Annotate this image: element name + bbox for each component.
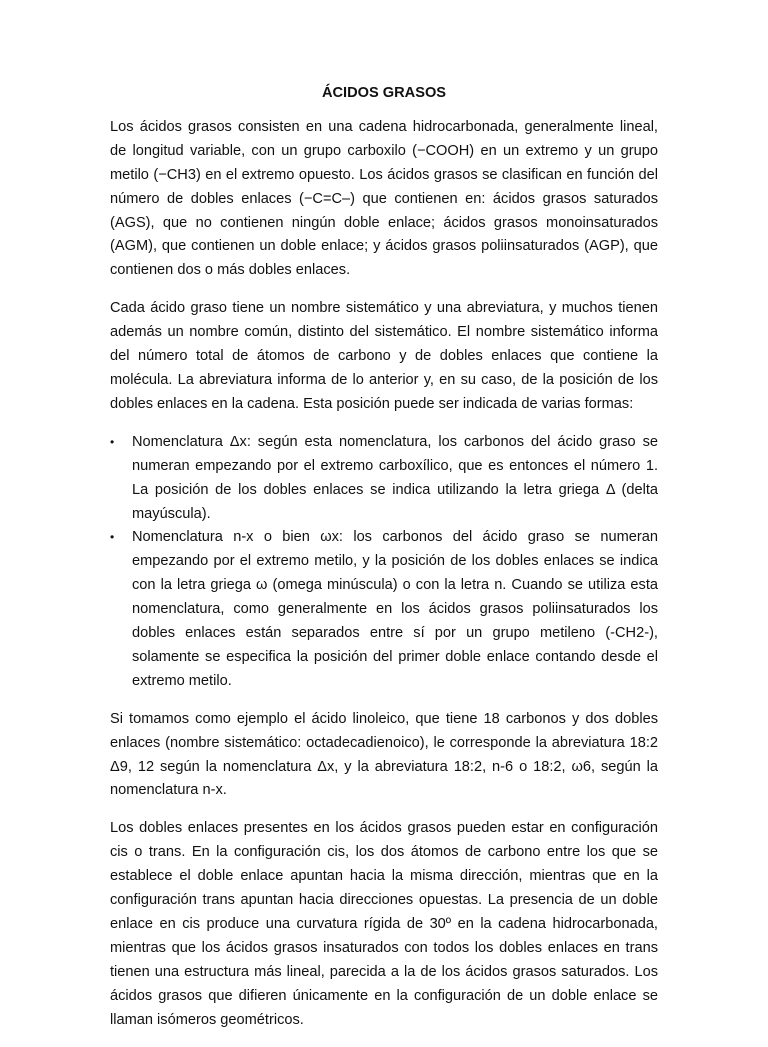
- nomenclature-list: [110, 431, 658, 694]
- bullet-icon: •: [110, 530, 115, 545]
- paragraph-cis-trans: Los dobles enlaces presentes en los ácidos grasos pueden estar en configuración cis o trans. En la configuración cis, los dos átomos de carbono entre los que se establece el doble enlace apuntan hacia la misma dirección, mientras que en la configuración trans apuntan hacia direcciones opuestas. La presencia de un doble enlace en cis produce una curvatura rígida de 30º en la cadena hidrocarbonada, mientras que los ácidos grasos insaturados con todos los dobles enlaces en trans tienen una estructura más lineal, parecida a la de los ácidos grasos saturados. Los ácidos grasos que difieren únicamente en la configuración de un doble enlace se llaman isómeros geométricos.: [110, 820, 658, 1028]
- paragraph-intro: Los ácidos grasos consisten en una cadena hidrocarbonada, generalmente lineal, de longitud variable, con un grupo carboxilo (−COOH) en un extremo y un grupo metilo (−CH3) en el extremo opuesto. Los ácidos grasos se clasifican en función del número de dobles enlaces (−C=C–) que contienen en: ácidos grasos saturados (AGS), que no contienen ningún doble enlace; ácidos grasos monoinsaturados (AGM), que contienen un doble enlace; y ácidos grasos poliinsaturados (AGP), que contienen dos o más dobles enlaces.: [110, 118, 658, 279]
- bullet-icon: •: [110, 434, 115, 449]
- list-item: [110, 526, 658, 693]
- paragraph-nomenclature: Cada ácido graso tiene un nombre sistemático y una abreviatura, y muchos tienen además un nombre común, distinto del sistemático. El nombre sistemático informa del número total de átomos de carbono y de dobles enlaces que contiene la molécula. La abreviatura informa de lo anterior y, en su caso, de la posición de los dobles enlaces en la cadena. Esta posición puede ser indicada de varias formas:: [110, 300, 658, 412]
- page-title: ÁCIDOS GRASOS: [321, 85, 447, 101]
- paragraph-linoleic-example: Si tomamos como ejemplo el ácido linoleico, que tiene 18 carbonos y dos dobles enlaces (nombre sistemático: octadecadienoico), le corresponde la abreviatura 18:2 Δ9, 12 según la nomenclatura Δx, y la abreviatura 18:2, n-6 o 18:2, ω6, según la nomenclatura n-x.: [110, 710, 658, 799]
- list-item: [110, 431, 658, 527]
- list-item-text: Nomenclatura Δx: según esta nomenclatura, los carbonos del ácido graso se numeran empezando por el extremo carboxílico, que es entonces el número 1. La posición de los dobles enlaces se indica utilizando la letra griega Δ (delta mayúscula).: [132, 433, 658, 522]
- list-item-text: Nomenclatura n-x o bien ωx: los carbonos del ácido graso se numeran empezando por el extremo metilo, y la posición de los dobles enlaces se indica con la letra griega ω (omega minúscula) o con la letra n. Cuando se utiliza esta nomenclatura, como generalmente en los ácidos grasos poliinsaturados los dobles enlaces están separados entre sí por un grupo metileno (-CH2-), solamente se especifica la posición del primer doble enlace contando desde el extremo metilo.: [132, 529, 658, 689]
- document-page: [110, 82, 658, 1047]
